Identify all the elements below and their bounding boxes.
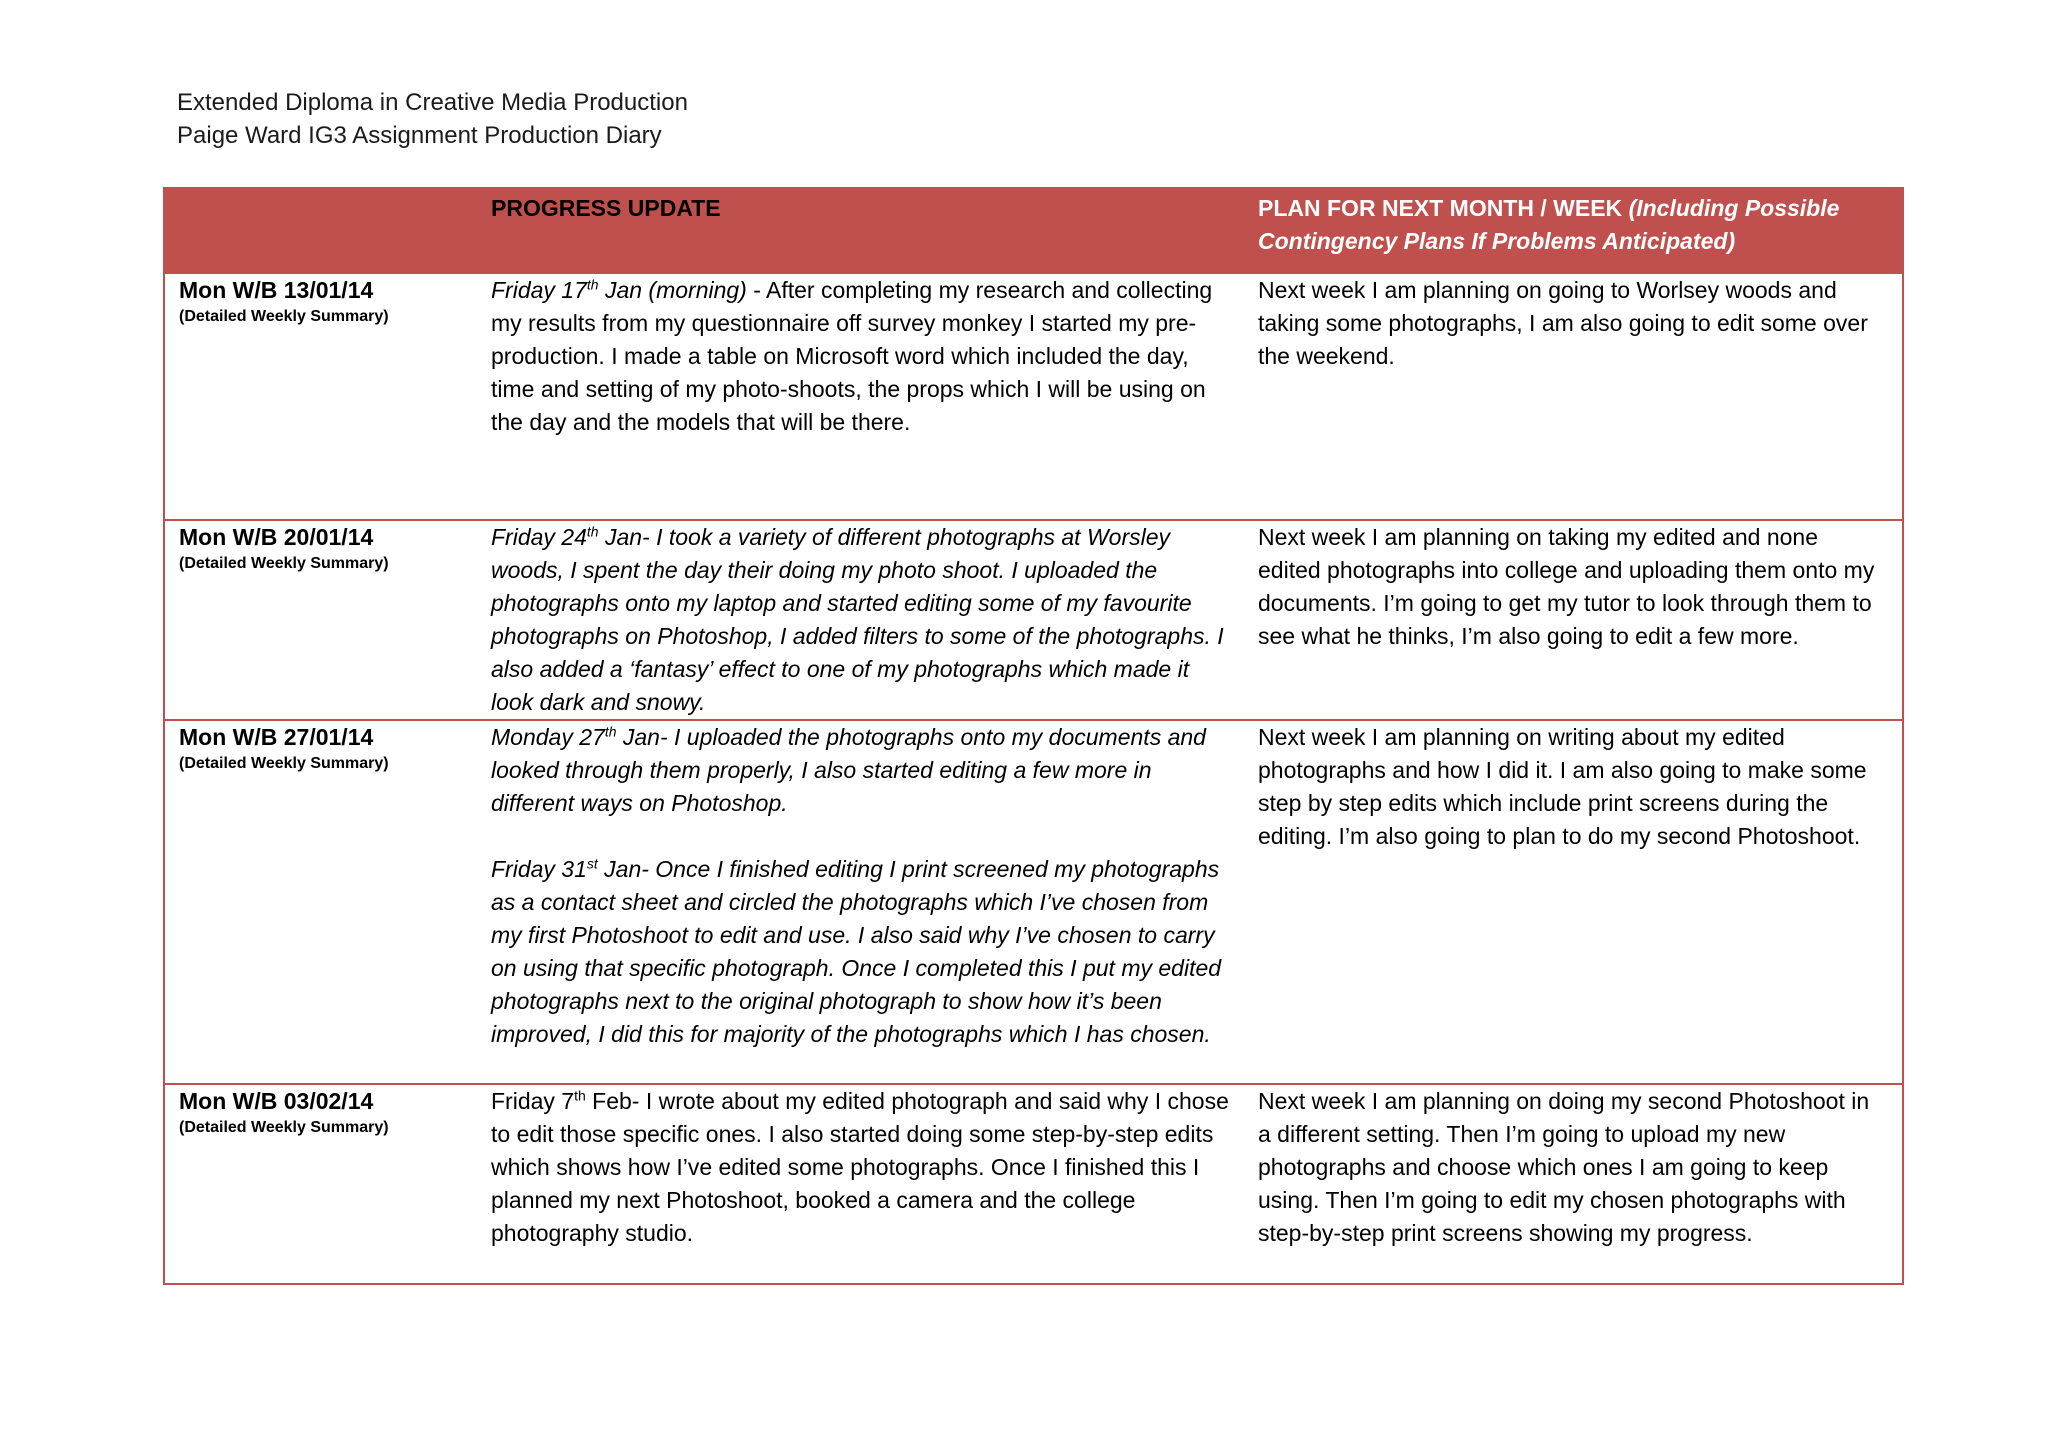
entry-date: Friday 24 — [491, 524, 587, 550]
plan-cell — [1255, 520, 1903, 720]
week-cell — [164, 273, 491, 520]
entry-date-suffix: th — [574, 1087, 586, 1104]
week-label: Mon W/B 27/01/14 — [179, 724, 374, 750]
entry-text: - After completing my research and collecting my results from my questionnaire off survey monkey I started my pre-production. I made a table on Microsoft word which included the day, time and setting of my photo-shoots, the props which I will be using on the day and the models that will be there. — [491, 277, 1213, 435]
entry-date-tail: Jan (morning) — [598, 277, 754, 303]
week-summary-label: (Detailed Weekly Summary) — [179, 1119, 389, 1136]
plan-text: Next week I am planning on doing my second Photoshoot in a different setting. Then I’m going to upload my new photographs and choose which ones I am going to keep using. Then I’m going to edit my chosen photographs with step-by-step print screens showing my progress. — [1258, 1088, 1870, 1246]
progress-cell — [491, 1084, 1255, 1284]
week-summary-label: (Detailed Weekly Summary) — [179, 308, 389, 325]
entry-text: Jan- I took a variety of different photographs at Worsley woods, I spent the day their doing my photo shoot. I uploaded the photographs onto my laptop and started editing some of my favourite photographs on Photoshop, I added filters to some of the photographs. I also added a ‘fantasy’ effect to one of my photographs which made it look dark and snowy. — [491, 524, 1224, 715]
plan-header-note: (Including Possible Contingency Plans If Problems Anticipated) — [1258, 195, 1840, 254]
entry-text: Jan- I uploaded the photographs onto my documents and looked through them properly, I also started editing a few more in different ways on Photoshop. — [491, 724, 1206, 816]
entry-date-suffix: th — [586, 276, 599, 293]
table-header-row — [164, 188, 1903, 273]
progress-column-header: PROGRESS UPDATE — [491, 188, 1255, 273]
paragraph-gap — [491, 820, 1235, 853]
table-row — [164, 720, 1903, 1084]
week-label: Mon W/B 13/01/14 — [179, 277, 374, 303]
progress-cell — [491, 520, 1255, 720]
progress-cell — [491, 273, 1255, 520]
week-cell — [164, 720, 491, 1084]
entry-date: Friday 31 — [491, 856, 587, 882]
entry-text: Jan- Once I finished editing I print screened my photographs as a contact sheet and circled the photographs which I’ve chosen from my first Photoshoot to edit and use. I also said why I’ve chosen to carry on using that specific photograph. Once I completed this I put my edited photographs next to the original photograph to show how it’s been improved, I did this for majority of the photographs which I has chosen. — [491, 856, 1222, 1047]
plan-header-main: PLAN FOR NEXT MONTH / WEEK — [1258, 195, 1629, 221]
document-header — [177, 86, 688, 152]
entry-date-suffix: st — [586, 855, 598, 872]
table-row — [164, 273, 1903, 520]
plan-cell — [1255, 273, 1903, 520]
course-title: Extended Diploma in Creative Media Production — [177, 89, 688, 116]
week-label: Mon W/B 03/02/14 — [179, 1088, 374, 1114]
production-diary-table — [163, 187, 1904, 1285]
week-column-header — [164, 188, 491, 273]
entry-date: Monday 27 — [491, 724, 605, 750]
entry-date: Friday 7 — [491, 1088, 575, 1114]
plan-text: Next week I am planning on writing about my edited photographs and how I did it. I am also going to make some step by step edits which include print screens during the editing. I’m also going to plan to do my second Photoshoot. — [1258, 724, 1867, 849]
plan-text: Next week I am planning on going to Worlsey woods and taking some photographs, I am also going to edit some over the weekend. — [1258, 277, 1868, 369]
entry-date-suffix: th — [586, 523, 599, 540]
progress-entry — [491, 521, 1235, 719]
entry-text: Feb- I wrote about my edited photograph and said why I chose to edit those specific ones. I also started doing some step-by-step edits which shows how I’ve edited some photographs. Once I finished this I planned my next Photoshoot, booked a camera and the college photography studio. — [491, 1088, 1229, 1246]
table-row — [164, 1084, 1903, 1284]
progress-entry — [491, 853, 1235, 1051]
progress-entry — [491, 721, 1235, 820]
diary-title: Paige Ward IG3 Assignment Production Diary — [177, 122, 662, 149]
week-cell — [164, 520, 491, 720]
plan-text: Next week I am planning on taking my edited and none edited photographs into college and uploading them onto my documents. I’m going to get my tutor to look through them to see what he thinks, I’m also going to edit a few more. — [1258, 524, 1875, 649]
table-row — [164, 520, 1903, 720]
plan-cell — [1255, 1084, 1903, 1284]
progress-cell — [491, 720, 1255, 1084]
week-label: Mon W/B 20/01/14 — [179, 524, 374, 550]
progress-entry — [491, 274, 1235, 439]
entry-date-suffix: th — [604, 723, 617, 740]
plan-column-header — [1255, 188, 1903, 273]
week-summary-label: (Detailed Weekly Summary) — [179, 555, 389, 572]
week-cell — [164, 1084, 491, 1284]
week-summary-label: (Detailed Weekly Summary) — [179, 755, 389, 772]
entry-date: Friday 17 — [491, 277, 587, 303]
plan-cell — [1255, 720, 1903, 1084]
progress-entry — [491, 1085, 1235, 1250]
